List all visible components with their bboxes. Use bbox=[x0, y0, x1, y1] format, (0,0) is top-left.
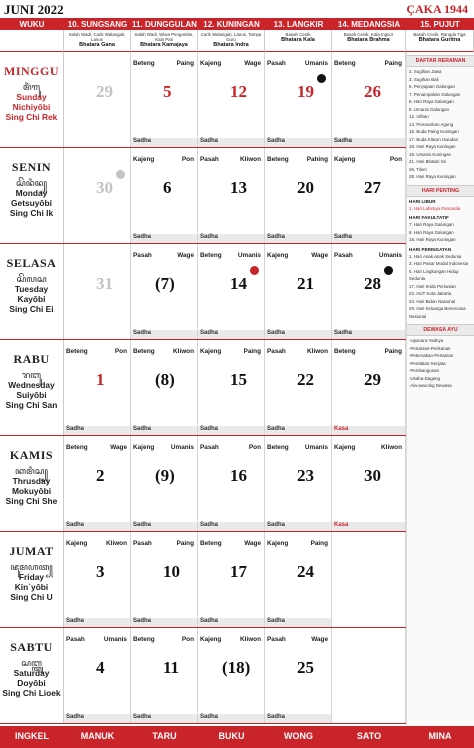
column-label: 13. LANGKIR bbox=[273, 20, 324, 29]
cell-tag: Sadha bbox=[198, 138, 264, 147]
day-cell[interactable] bbox=[131, 628, 198, 723]
date-number: (18) bbox=[222, 658, 251, 677]
day-cell[interactable] bbox=[265, 436, 332, 531]
month-title: JUNI 2022 bbox=[4, 2, 64, 17]
date-number: 30 bbox=[96, 178, 113, 197]
list-item: 24. Hari Bidan Nasional bbox=[409, 298, 456, 304]
date-number: 3 bbox=[96, 562, 105, 581]
subhead-text: Carik Walangati, Lanus, Tampa Guru bbox=[200, 32, 262, 42]
pasaran-1: Pasah bbox=[267, 636, 286, 643]
list-item: 15. Buda Paing Kuningan bbox=[409, 129, 459, 134]
date-number: (7) bbox=[155, 274, 175, 293]
day-japanese: Getsuyōbi bbox=[11, 198, 52, 208]
day-cell[interactable] bbox=[265, 244, 332, 339]
subhead-deity: Bhatara Gana bbox=[79, 42, 115, 48]
date-number: 27 bbox=[364, 178, 381, 197]
column-label: WUKU bbox=[19, 20, 45, 29]
libur-list bbox=[407, 204, 474, 214]
day-english: Wednesday bbox=[8, 380, 55, 390]
list-item: 18. Hari Raya Kuningan bbox=[409, 237, 456, 242]
day-cell[interactable] bbox=[64, 244, 131, 339]
pasaran-1: Kajeng bbox=[200, 636, 222, 643]
day-chinese: Sing Chi San bbox=[5, 400, 58, 410]
day-name: SELASA bbox=[6, 256, 57, 270]
wuku-subhead bbox=[265, 30, 332, 52]
list-item: 22. HUT Kota Jakarta bbox=[409, 291, 452, 296]
cell-tag: Sadha bbox=[131, 138, 197, 147]
list-item: Sedunia bbox=[409, 276, 426, 281]
pasaran-2: Paing bbox=[176, 60, 194, 67]
cell-tag: Sadha bbox=[198, 618, 264, 627]
pasaran-1: Kajeng bbox=[133, 444, 155, 451]
cell-tag: Sadha bbox=[265, 618, 331, 627]
day-cell[interactable] bbox=[131, 340, 198, 435]
fakultatif-title: HARI FAKULTATIF bbox=[409, 215, 449, 220]
cell-tag: Sadha bbox=[131, 426, 197, 435]
list-item: -Ala-awuning Dewasa bbox=[409, 383, 452, 388]
column-label: 11. DUNGGULAN bbox=[132, 20, 197, 29]
day-label bbox=[0, 340, 64, 435]
day-row bbox=[0, 52, 474, 148]
cell-tag: Sadha bbox=[64, 426, 130, 435]
date-number: 16 bbox=[230, 466, 247, 485]
pasaran-2: Kliwon bbox=[106, 540, 127, 547]
day-row bbox=[0, 532, 474, 628]
rerainan-list bbox=[407, 67, 474, 182]
list-item: -Pembangunan bbox=[409, 368, 440, 373]
day-chinese: Sing Chi Ei bbox=[9, 304, 54, 314]
pasaran-1: Pasah bbox=[133, 252, 152, 259]
pasaran-1: Beteng bbox=[267, 156, 289, 163]
day-cell[interactable] bbox=[64, 148, 131, 243]
day-cell[interactable] bbox=[64, 436, 131, 531]
day-cell[interactable] bbox=[332, 628, 406, 723]
day-chinese: Sing Chi Lioek bbox=[2, 688, 61, 698]
pasaran-1: Pasah bbox=[334, 252, 353, 259]
pasaran-2: Pon bbox=[114, 348, 127, 355]
day-cell[interactable] bbox=[64, 628, 131, 723]
pasaran-2: Kliwon bbox=[307, 348, 328, 355]
cell-tag: Sadha bbox=[265, 522, 331, 531]
day-name: KAMIS bbox=[9, 448, 54, 462]
day-chinese: Sing Chi Ik bbox=[9, 208, 54, 218]
date-number: 22 bbox=[297, 370, 314, 389]
subhead-text: Salah Wadi, Wiwa Pengambe, Kala Pati bbox=[134, 32, 194, 42]
pasaran-1: Beteng bbox=[66, 444, 88, 451]
date-number: 19 bbox=[297, 82, 314, 101]
day-script: ꦫꦧꦸ bbox=[21, 370, 42, 380]
cell-tag: Sadha bbox=[265, 234, 331, 243]
pasaran-1: Kajeng bbox=[334, 444, 356, 451]
cell-tag: Kasa bbox=[332, 426, 405, 435]
day-label bbox=[0, 52, 64, 147]
day-cell[interactable] bbox=[265, 340, 332, 435]
day-english: Saturday bbox=[13, 668, 50, 678]
pasaran-2: Pon bbox=[248, 444, 261, 451]
day-cell[interactable] bbox=[131, 244, 198, 339]
pasaran-1: Kajeng bbox=[200, 60, 222, 67]
day-row bbox=[0, 148, 474, 244]
pasaran-1: Kajeng bbox=[133, 156, 155, 163]
day-cell[interactable] bbox=[332, 244, 406, 339]
wuku-subhead bbox=[406, 30, 474, 52]
cell-tag: Sadha bbox=[64, 618, 130, 627]
day-script: ꦗꦸꦩꦲꦠ꧀ bbox=[10, 562, 53, 572]
wuku-subhead bbox=[332, 30, 406, 52]
day-name: RABU bbox=[13, 352, 50, 366]
day-label bbox=[0, 532, 64, 627]
cell-tag: Sadha bbox=[131, 330, 197, 339]
day-label bbox=[0, 628, 64, 723]
pasaran-2: Wage bbox=[110, 444, 127, 451]
date-number: 26 bbox=[364, 82, 381, 101]
list-item: 21. Hari Bhatari Sri bbox=[409, 159, 447, 164]
subhead-deity: Bhatara Kala bbox=[281, 37, 315, 43]
dewasa-title: DEWASA AYU bbox=[407, 324, 474, 336]
day-cell[interactable] bbox=[265, 532, 332, 627]
footer-label: WONG bbox=[284, 731, 313, 741]
sidebar bbox=[406, 52, 474, 726]
caka-year: ÇAKA 1944 bbox=[406, 2, 468, 16]
cell-tag: Sadha bbox=[265, 714, 331, 723]
list-item: -Peralatan-Senjata bbox=[409, 360, 446, 366]
footer-label: INGKEL bbox=[14, 731, 49, 741]
cell-tag: Sadha bbox=[332, 330, 405, 339]
subhead-deity: Bhatara Indra bbox=[213, 42, 249, 48]
pasaran-1: Pasah bbox=[200, 156, 219, 163]
date-number: 14 bbox=[230, 274, 247, 293]
cell-tag: Sadha bbox=[64, 522, 130, 531]
cell-tag: Kasa bbox=[332, 522, 405, 531]
list-item: 3. Hari Pasar Modal Indonesia bbox=[409, 261, 469, 266]
list-item: 7. Hari Raya Galungan bbox=[409, 222, 454, 227]
pasaran-1: Beteng bbox=[66, 348, 88, 355]
pasaran-2: Pon bbox=[181, 156, 194, 163]
footer-label: BUKU bbox=[218, 731, 245, 741]
date-number: 6 bbox=[163, 178, 172, 197]
pasaran-2: Umanis bbox=[304, 60, 328, 67]
day-cell[interactable] bbox=[131, 532, 198, 627]
list-item: 3. Sugihan Bali bbox=[409, 76, 439, 82]
dewasa-list bbox=[407, 336, 474, 391]
subhead-deity: Bhatara Kamajaya bbox=[140, 42, 188, 48]
pasaran-1: Beteng bbox=[200, 540, 222, 547]
top-header bbox=[0, 0, 474, 18]
list-item: 9. Umanis Galungan bbox=[409, 106, 450, 112]
day-chinese: Sing Chi She bbox=[5, 496, 58, 506]
calendar-grid bbox=[0, 18, 474, 726]
day-name: SENIN bbox=[11, 160, 52, 174]
pasaran-2: Paing bbox=[310, 540, 328, 547]
day-cell[interactable] bbox=[332, 340, 406, 435]
footer-label: SATO bbox=[356, 731, 382, 741]
list-item: 1. Hari Anak-anak Sedunia bbox=[409, 253, 462, 259]
pasaran-2: Kliwon bbox=[240, 636, 261, 643]
subhead-deity: Bhatara Brahma bbox=[347, 37, 390, 43]
footer-label: MINA bbox=[428, 731, 452, 741]
subhead-text: Basah Cenik, Rangda Tiga bbox=[413, 32, 466, 37]
date-number: 29 bbox=[364, 370, 381, 389]
day-english: Friday bbox=[18, 572, 45, 582]
list-item: 6. Penyajaan Galungan bbox=[409, 84, 455, 89]
day-cell[interactable] bbox=[265, 52, 332, 147]
pasaran-2: Paing bbox=[243, 348, 261, 355]
day-japanese: Kin`yōbi bbox=[14, 582, 49, 592]
peringatan-title: HARI PERINGATAN bbox=[409, 246, 452, 252]
pasaran-1: Kajeng bbox=[267, 252, 289, 259]
date-number: 23 bbox=[297, 466, 314, 485]
pasaran-1: Beteng bbox=[200, 252, 222, 259]
pasaran-1: Kajeng bbox=[66, 540, 88, 547]
day-name: MINGGU bbox=[4, 64, 59, 78]
day-row bbox=[0, 340, 474, 436]
pasaran-2: Wage bbox=[244, 540, 261, 547]
list-item: 26. Tilem bbox=[409, 166, 427, 172]
date-number: 17 bbox=[230, 562, 247, 581]
pasaran-1: Beteng bbox=[267, 444, 289, 451]
pasaran-2: Umanis bbox=[103, 636, 127, 643]
moon-phase-icon bbox=[384, 266, 393, 275]
moon-phase-icon bbox=[116, 170, 125, 179]
rerainan-title: DAFTAR RERAINAN bbox=[407, 55, 474, 67]
pasaran-2: Wage bbox=[244, 60, 261, 67]
day-chinese: Sing Chi U bbox=[10, 592, 53, 602]
day-cell[interactable] bbox=[198, 436, 265, 531]
day-cell[interactable] bbox=[198, 52, 265, 147]
date-number: 13 bbox=[230, 178, 247, 197]
date-number: 12 bbox=[230, 82, 247, 101]
day-cell[interactable] bbox=[332, 436, 406, 531]
cell-tag: Sadha bbox=[198, 714, 264, 723]
wuku-subhead bbox=[0, 30, 64, 52]
day-cell[interactable] bbox=[198, 244, 265, 339]
day-english: Monday bbox=[15, 188, 48, 198]
pasaran-2: Wage bbox=[177, 252, 194, 259]
wuku-subhead bbox=[198, 30, 265, 52]
pasaran-2: Umanis bbox=[378, 252, 402, 259]
moon-phase-icon bbox=[250, 266, 259, 275]
fakultatif-list bbox=[407, 220, 474, 245]
date-number: 11 bbox=[163, 658, 180, 677]
pasaran-1: Kajeng bbox=[267, 540, 289, 547]
cell-tag: Sadha bbox=[131, 714, 197, 723]
moon-phase-icon bbox=[317, 74, 326, 83]
day-cell[interactable] bbox=[198, 532, 265, 627]
date-number: 30 bbox=[364, 466, 381, 485]
cell-tag: Sadha bbox=[265, 426, 331, 435]
day-chinese: Sing Chi Rek bbox=[5, 112, 58, 122]
pasaran-1: Kajeng bbox=[334, 156, 356, 163]
cell-tag: Sadha bbox=[131, 522, 197, 531]
pasaran-2: Wage bbox=[311, 252, 328, 259]
list-item: 13. Pemacekan Agung bbox=[409, 121, 454, 127]
day-script: ꦏꦩꦶꦱ꧀ bbox=[14, 466, 49, 476]
list-item: Nasional bbox=[409, 313, 427, 319]
pasaran-1: Pasah bbox=[267, 60, 286, 67]
date-number: 24 bbox=[297, 562, 314, 581]
date-number: (8) bbox=[155, 370, 175, 389]
date-number: 10 bbox=[163, 562, 180, 581]
date-number: 2 bbox=[96, 466, 105, 485]
list-item: 19. Umanis Kuningan bbox=[409, 151, 451, 157]
list-item: 7. Penampahan Galungan bbox=[409, 91, 461, 97]
date-number: 28 bbox=[364, 274, 381, 293]
cell-tag: Sadha bbox=[332, 138, 405, 147]
date-number: 25 bbox=[297, 658, 314, 677]
pasaran-2: Pahing bbox=[306, 156, 328, 163]
list-item: 28. Hari Raya Kuningan bbox=[409, 174, 456, 179]
day-cell[interactable] bbox=[64, 52, 131, 147]
date-number: 5 bbox=[163, 82, 172, 101]
list-item: 2. Sugihan Jawa bbox=[409, 69, 442, 74]
day-cell[interactable] bbox=[131, 148, 198, 243]
day-english: Tuesday bbox=[14, 284, 49, 294]
day-row bbox=[0, 244, 474, 340]
day-name: SABTU bbox=[10, 640, 53, 654]
day-cell[interactable] bbox=[198, 148, 265, 243]
day-label bbox=[0, 436, 64, 531]
subhead-text: Basah Cenik bbox=[285, 32, 311, 37]
pasaran-1: Beteng bbox=[334, 60, 356, 67]
day-row bbox=[0, 436, 474, 532]
pasaran-2: Kliwon bbox=[173, 348, 194, 355]
cell-tag: Sadha bbox=[265, 138, 331, 147]
day-cell[interactable] bbox=[131, 52, 198, 147]
pasaran-1: Pasah bbox=[200, 444, 219, 451]
date-number: 31 bbox=[96, 274, 113, 293]
pasaran-1: Beteng bbox=[133, 636, 155, 643]
date-number: 29 bbox=[96, 82, 113, 101]
pasaran-1: Pasah bbox=[267, 348, 286, 355]
list-item: 8. Hari Raya Galungan bbox=[409, 99, 454, 104]
day-japanese: Kayōbi bbox=[17, 294, 46, 304]
list-item: 1. Hari Lahirnya Pancasila bbox=[409, 205, 461, 211]
cell-tag: Sadha bbox=[64, 714, 130, 723]
pasaran-1: Beteng bbox=[133, 348, 155, 355]
libur-title: HARI LIBUR bbox=[409, 198, 436, 204]
cell-tag: Sadha bbox=[131, 234, 197, 243]
day-label bbox=[0, 148, 64, 243]
footer-band bbox=[0, 726, 474, 748]
date-number: (9) bbox=[155, 466, 175, 485]
column-label: 15. PUJUT bbox=[420, 20, 460, 29]
list-item: 18. Hari Raya Kuningan bbox=[409, 144, 456, 149]
pasaran-1: Kajeng bbox=[200, 348, 222, 355]
date-number: 20 bbox=[297, 178, 314, 197]
peringatan-list bbox=[407, 252, 474, 322]
column-label: 10. SUNGSANG bbox=[67, 20, 128, 29]
pasaran-1: Pasah bbox=[66, 636, 85, 643]
list-item: -Usaha-Dagang bbox=[409, 375, 440, 381]
cell-tag: Sadha bbox=[198, 330, 264, 339]
day-script: ꦱꦼꦭꦱ bbox=[16, 274, 47, 284]
pasaran-2: Kliwon bbox=[240, 156, 261, 163]
pasaran-2: Paing bbox=[384, 60, 402, 67]
day-cell[interactable] bbox=[332, 148, 406, 243]
day-japanese: Nichiyōbi bbox=[12, 102, 51, 112]
day-row bbox=[0, 628, 474, 724]
pasaran-1: Beteng bbox=[133, 60, 155, 67]
day-label bbox=[0, 244, 64, 339]
day-japanese: Doyōbi bbox=[17, 678, 46, 688]
day-cell[interactable] bbox=[265, 628, 332, 723]
date-number: 15 bbox=[230, 370, 247, 389]
date-number: 1 bbox=[96, 370, 105, 389]
day-cell[interactable] bbox=[332, 532, 406, 627]
day-cell[interactable] bbox=[198, 340, 265, 435]
list-item: 17. Hari Krida Pertanian bbox=[409, 283, 456, 289]
day-cell[interactable] bbox=[64, 532, 131, 627]
column-header-band bbox=[0, 18, 474, 30]
subhead-text: Basah Cenik, Kala Ingsor bbox=[343, 32, 394, 37]
cell-tag: Sadha bbox=[198, 234, 264, 243]
pasaran-2: Umanis bbox=[170, 444, 194, 451]
date-number: 21 bbox=[297, 274, 314, 293]
day-japanese: Suiyōbi bbox=[16, 390, 47, 400]
list-item: 29. Hari Keluarga Berencana bbox=[409, 306, 466, 311]
day-script: ꦩꦶꦁꦒꦸ bbox=[22, 82, 41, 92]
penting-title: HARI PENTING bbox=[407, 185, 474, 197]
pasaran-1: Pasah bbox=[133, 540, 152, 547]
cell-tag: Sadha bbox=[198, 426, 264, 435]
cell-tag: Sadha bbox=[332, 234, 405, 243]
subhead-text: Salah Wadi, Carik Walangati, Lanus bbox=[68, 32, 126, 42]
footer-label: MANUK bbox=[80, 731, 115, 741]
list-item: 8. Hari Raya Galungan bbox=[409, 229, 454, 235]
pasaran-2: Umanis bbox=[237, 252, 261, 259]
footer-label: TARU bbox=[152, 731, 177, 741]
day-cell[interactable] bbox=[64, 340, 131, 435]
day-script: ꦱꦼꦤꦶꦤ꧀ bbox=[15, 178, 48, 188]
list-item: 5. Hari Lingkungan Hidup bbox=[409, 268, 459, 274]
list-item: -Upacara-Yadnya bbox=[409, 338, 444, 343]
cell-tag: Sadha bbox=[198, 522, 264, 531]
pasaran-2: Umanis bbox=[304, 444, 328, 451]
column-label: 12. KUNINGAN bbox=[203, 20, 260, 29]
pasaran-2: Paing bbox=[384, 348, 402, 355]
pasaran-2: Paing bbox=[176, 540, 194, 547]
list-item: -Peternakan-Pertanian bbox=[409, 353, 454, 358]
day-cell[interactable] bbox=[332, 52, 406, 147]
pasaran-2: Pon bbox=[181, 636, 194, 643]
day-cell[interactable] bbox=[265, 148, 332, 243]
day-cell[interactable] bbox=[198, 628, 265, 723]
list-item: 17. Buda Kliwon Uwudan bbox=[409, 136, 459, 142]
pasaran-2: Wage bbox=[311, 636, 328, 643]
pasaran-2: Pon bbox=[389, 156, 402, 163]
cell-tag: Sadha bbox=[265, 330, 331, 339]
pasaran-2: Kliwon bbox=[381, 444, 402, 451]
day-english: Sunday bbox=[16, 92, 47, 102]
day-japanese: Mokuyōbi bbox=[11, 486, 52, 496]
wuku-subhead bbox=[64, 30, 131, 52]
cell-tag: Sadha bbox=[131, 618, 197, 627]
day-english: Thrusday bbox=[12, 476, 51, 486]
date-number: 4 bbox=[96, 658, 105, 677]
wuku-subhead bbox=[131, 30, 198, 52]
day-script: ꦱꦧ꧀ꦠꦸ bbox=[21, 658, 42, 668]
day-cell[interactable] bbox=[131, 436, 198, 531]
list-item: -Pertanian-Perikanan bbox=[409, 345, 451, 351]
pasaran-1: Beteng bbox=[334, 348, 356, 355]
column-label: 14. MEDANGSIA bbox=[337, 20, 401, 29]
day-name: JUMAT bbox=[9, 544, 54, 558]
subhead-deity: Bhatara Guritna bbox=[418, 37, 461, 43]
list-item: 12. Ulihan bbox=[409, 114, 429, 119]
